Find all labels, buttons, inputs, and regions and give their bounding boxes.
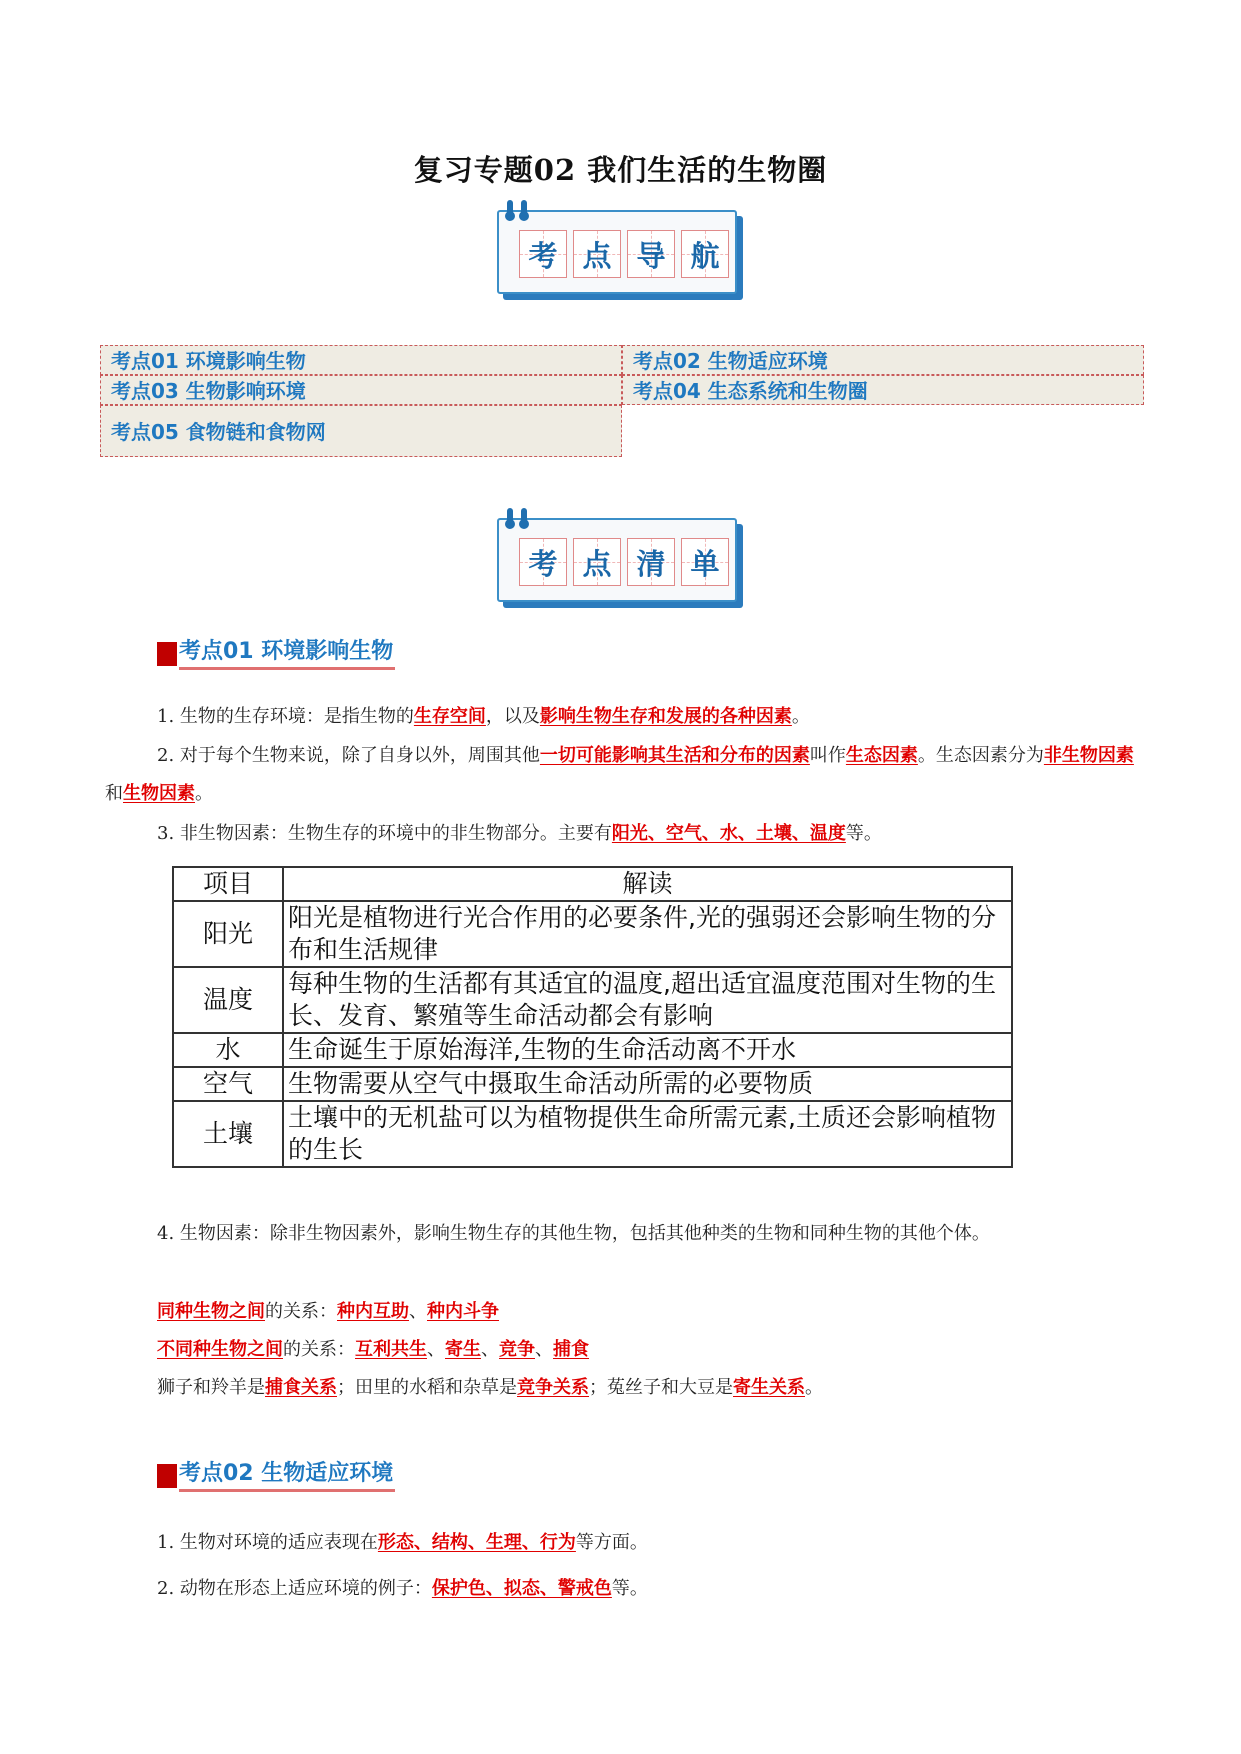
banner-list-char: 清: [627, 538, 675, 586]
table-cell-desc: 土壤中的无机盐可以为植物提供生命所需元素,土质还会影响植物的生长: [283, 1101, 1012, 1167]
table-cell-item: 温度: [173, 967, 283, 1033]
relation-same-species: 同种生物之间的关系：种内互助、种内斗争: [157, 1301, 499, 1322]
table-cell-desc: 每种生物的生活都有其适宜的温度,超出适宜温度范围对生物的生长、发育、繁殖等生命活动都会有影响: [283, 967, 1012, 1033]
table-cell-desc: 阳光是植物进行光合作用的必要条件,光的强弱还会影响生物的分布和生活规律: [283, 901, 1012, 967]
table-row: [173, 1067, 1012, 1101]
nav-item-05[interactable]: 考点05 食物链和食物网: [100, 405, 622, 457]
relation-diff-species: 不同种生物之间的关系：互利共生、寄生、竞争、捕食: [157, 1339, 589, 1360]
page-title: 复习专题02 我们生活的生物圈: [413, 153, 828, 187]
table-cell-item: 水: [173, 1033, 283, 1067]
abiotic-factor-table: [172, 866, 1013, 1168]
table-cell-item: 阳光: [173, 901, 283, 967]
table-row: [173, 967, 1012, 1033]
table-header-desc: 解读: [283, 867, 1012, 901]
section-marker: [157, 642, 177, 666]
table-cell-item: 土壤: [173, 1101, 283, 1167]
section2-paragraph-1: 1. 生物对环境的适应表现在形态、结构、生理、行为等方面。: [157, 1532, 648, 1553]
banner-nav-char: 点: [573, 230, 621, 278]
section-heading-02: 考点02 生物适应环境: [157, 1458, 395, 1494]
table-row: [173, 901, 1012, 967]
section2-paragraph-2: 2. 动物在形态上适应环境的例子：保护色、拟态、警戒色等。: [157, 1578, 648, 1599]
banner-nav-char: 航: [681, 230, 729, 278]
paragraph-2: 2. 对于每个生物来说，除了自身以外，周围其他一切可能影响其生活和分布的因素叫作生态因素。生态因素分为非生物因素和生物因素。: [105, 745, 1134, 804]
banner-list-char: 单: [681, 538, 729, 586]
table-cell-desc: 生命诞生于原始海洋,生物的生命活动离不开水: [283, 1033, 1012, 1067]
table-row: [173, 1033, 1012, 1067]
paragraph-1: 1. 生物的生存环境：是指生物的生存空间，以及影响生物生存和发展的各种因素。: [157, 706, 810, 727]
table-header-item: 项目: [173, 867, 283, 901]
banner-list: [497, 508, 743, 602]
banner-nav: [497, 200, 743, 294]
banner-list-char: 点: [573, 538, 621, 586]
table-cell-item: 空气: [173, 1067, 283, 1101]
section-marker: [157, 1464, 177, 1488]
banner-nav-char: 导: [627, 230, 675, 278]
paragraph-4: 4. 生物因素：除非生物因素外，影响生物生存的其他生物，包括其他种类的生物和同种生物的其他个体。: [157, 1223, 990, 1244]
relation-examples: 狮子和羚羊是捕食关系；田里的水稻和杂草是竞争关系；菟丝子和大豆是寄生关系。: [157, 1377, 823, 1398]
nav-item-01[interactable]: 考点01 环境影响生物: [100, 345, 622, 375]
table-cell-desc: 生物需要从空气中摄取生命活动所需的必要物质: [283, 1067, 1012, 1101]
banner-list-char: 考: [519, 538, 567, 586]
nav-item-03[interactable]: 考点03 生物影响环境: [100, 375, 622, 405]
table-row: [173, 1101, 1012, 1167]
section-heading-01: 考点01 环境影响生物: [157, 636, 395, 672]
paragraph-3: 3. 非生物因素：生物生存的环境中的非生物部分。主要有阳光、空气、水、土壤、温度等。: [157, 823, 882, 844]
nav-item-02[interactable]: 考点02 生物适应环境: [622, 345, 1144, 375]
nav-item-04[interactable]: 考点04 生态系统和生物圈: [622, 375, 1144, 405]
banner-nav-char: 考: [519, 230, 567, 278]
